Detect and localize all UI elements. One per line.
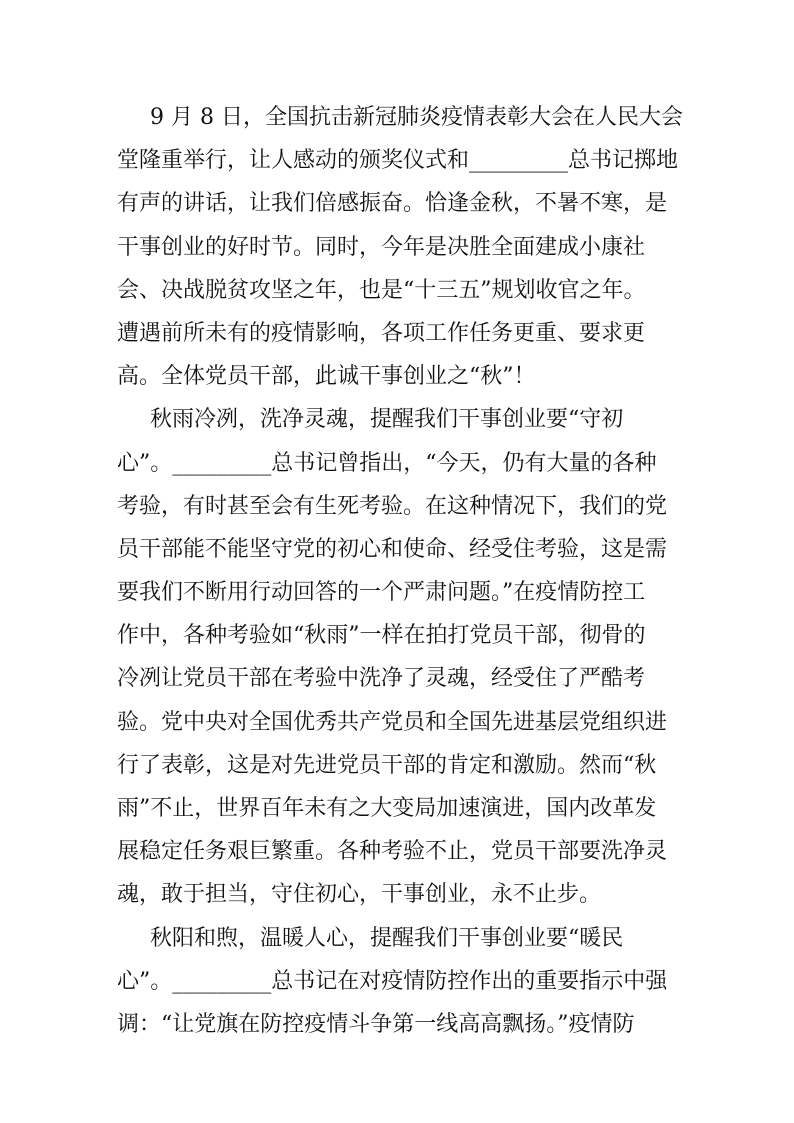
paragraph-1-line-3: 有声的讲话，让我们倍感振奋。恰逢金秋，不暑不寒，是 <box>117 191 668 217</box>
paragraph-2-line-3: 考验，有时甚至会有生死考验。在这种情况下，我们的党 <box>117 493 668 519</box>
paragraph-2-line-4: 员干部能不能坚守党的初心和使命、经受住考验，这是需 <box>117 536 668 562</box>
document-body <box>117 96 683 1046</box>
paragraph-2-line-5: 要我们不断用行动回答的一个严肃问题。”在疫情防控工 <box>117 580 646 606</box>
paragraph-1-line-1: 9 月 8 日，全国抗击新冠肺炎疫情表彰大会在人民大会 <box>150 105 683 130</box>
paragraph-2-line-8: 验。党中央对全国优秀共产党员和全国先进基层党组织进 <box>117 709 668 735</box>
paragraph-2-line-9: 行了表彰，这是对先进党员干部的肯定和激励。然而“秋 <box>117 752 657 778</box>
paragraph-1-line-2: 堂隆重举行，让人感动的颁奖仪式和_________总书记掷地 <box>117 148 679 174</box>
paragraph-2-line-11: 展稳定任务艰巨繁重。各种考验不止，党员干部要洗净灵 <box>117 839 668 865</box>
paragraph-2-line-1: 秋雨冷冽，洗净灵魂，提醒我们干事创业要“守初 <box>150 407 624 433</box>
paragraph-3-line-3: 调：“让党旗在防控疫情斗争第一线高高飘扬。”疫情防 <box>117 1011 635 1037</box>
paragraph-1-line-6: 遭遇前所未有的疫情影响，各项工作任务更重、要求更 <box>117 320 646 346</box>
paragraph-2-line-6: 作中，各种考验如“秋雨”一样在拍打党员干部，彻骨的 <box>117 623 646 649</box>
paragraph-3-line-2: 心”。_________总书记在对疫情防控作出的重要指示中强 <box>117 968 668 994</box>
paragraph-1-line-7: 高。全体党员干部，此诚干事创业之“秋”！ <box>117 364 536 390</box>
paragraph-2-line-2: 心”。_________总书记曾指出，“今天，仍有大量的各种 <box>117 450 657 476</box>
paragraph-2-line-10: 雨”不止，世界百年未有之大变局加速演进，国内改革发 <box>117 796 657 821</box>
paragraph-3-line-1: 秋阳和煦，温暖人心，提醒我们干事创业要“暖民 <box>150 925 624 951</box>
paragraph-2-line-12: 魂，敢于担当，守住初心，干事创业，永不止步。 <box>117 882 602 908</box>
paragraph-1-line-5: 会、决战脱贫攻坚之年，也是“十三五”规划收官之年。 <box>117 277 646 303</box>
paragraph-1-line-4: 干事创业的好时节。同时，今年是决胜全面建成小康社 <box>117 234 646 260</box>
paragraph-2-line-7: 冷冽让党员干部在考验中洗净了灵魂，经受住了严酷考 <box>117 666 646 692</box>
